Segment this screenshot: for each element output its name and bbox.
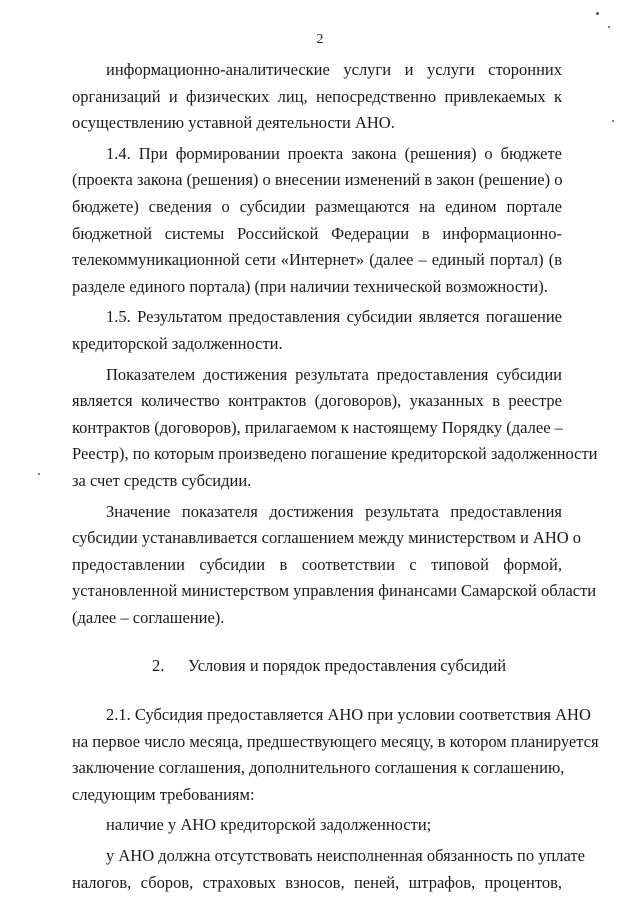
text-line: бюджетной системы Российской Федерации в информационно- xyxy=(72,223,562,243)
text-line: Реестр), по которым произведено погашение кредиторской задолженности xyxy=(72,444,598,464)
text-line: информационно-аналитические услуги и услуги сторонних xyxy=(106,60,562,79)
scan-speck xyxy=(596,12,599,15)
section-number: 2. xyxy=(152,656,165,676)
paragraph-continuation xyxy=(72,57,562,137)
paragraph-2-1 xyxy=(72,702,599,808)
text-line: установленной министерством управления финансами Самарской области xyxy=(72,581,597,601)
paragraph-debt xyxy=(72,812,562,839)
paragraph-1-4 xyxy=(72,141,562,301)
paragraph-taxes xyxy=(72,843,585,896)
scan-speck xyxy=(612,120,614,122)
text-line: кредиторской задолженности. xyxy=(72,333,283,353)
text-line: является количество контрактов (договоров), указанных в реестре xyxy=(72,391,562,411)
scan-speck xyxy=(38,473,40,475)
text-line: (проекта закона (решения) о внесении изменений в закон (решение) о xyxy=(72,170,563,190)
text-line: налогов, сборов, страховых взносов, пеней, штрафов, процентов, xyxy=(72,872,562,892)
text-line: Значение показателя достижения результата предоставления xyxy=(106,501,562,521)
section-heading xyxy=(72,653,562,680)
text-line: субсидии устанавливается соглашением между министерством и АНО о xyxy=(72,528,582,548)
text-line: предоставлении субсидии в соответствии с типовой формой, xyxy=(72,554,562,574)
text-line: бюджете) сведения о субсидии размещаются на едином портале xyxy=(72,196,562,216)
text-line: осуществлению уставной деятельности АНО. xyxy=(72,113,395,133)
paragraph-indicator xyxy=(72,362,598,495)
text-line: 1.5. Результатом предоставления субсидии является погашение xyxy=(106,307,562,327)
text-line: Показателем достижения результата предоставления субсидии xyxy=(106,364,562,384)
text-line: разделе единого портала) (при наличии технической возможности). xyxy=(72,276,548,296)
text-line: наличие у АНО кредиторской задолженности; xyxy=(106,815,432,835)
text-line: на первое число месяца, предшествующего месяцу, в котором планируется xyxy=(72,731,599,751)
paragraph-value xyxy=(72,499,597,632)
text-line: заключение соглашения, дополнительного соглашения к соглашению, xyxy=(72,758,565,778)
text-line: контрактов (договоров), прилагаемом к настоящему Порядку (далее – xyxy=(72,417,563,437)
page-number: 2 xyxy=(316,32,324,47)
document-body xyxy=(72,57,599,896)
text-line: 2.1. Субсидия предоставляется АНО при условии соответствия АНО xyxy=(106,705,591,725)
text-line: следующим требованиям: xyxy=(72,784,255,804)
paragraph-1-5 xyxy=(72,304,562,357)
text-line: телекоммуникационной сети «Интернет» (далее – единый портал) (в xyxy=(72,250,562,270)
text-line: за счет средств субсидии. xyxy=(72,470,252,490)
text-line: 1.4. При формировании проекта закона (решения) о бюджете xyxy=(106,143,562,163)
text-line: (далее – соглашение). xyxy=(72,607,225,627)
text-line: у АНО должна отсутствовать неисполненная обязанность по уплате xyxy=(106,846,585,866)
section-title: Условия и порядок предоставления субсидий xyxy=(188,656,507,676)
scan-speck xyxy=(608,26,610,28)
text-line: организаций и физических лиц, непосредственно привлекаемых к xyxy=(72,86,562,106)
